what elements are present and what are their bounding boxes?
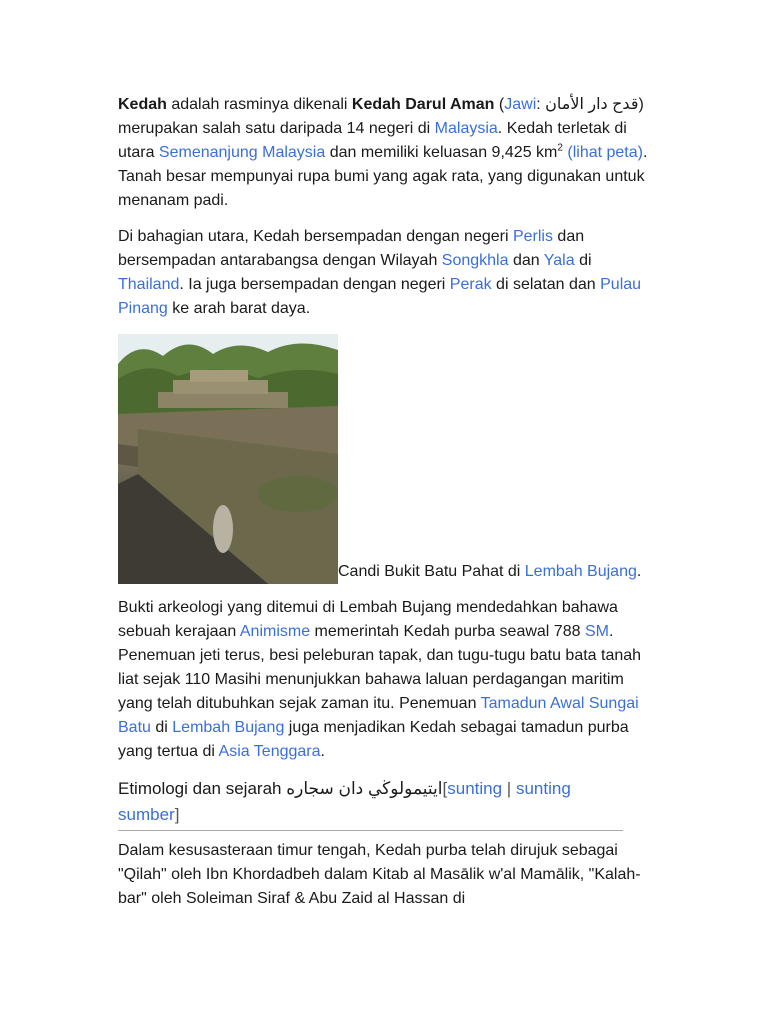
archaeology-paragraph	[118, 596, 648, 764]
article-body	[118, 93, 648, 911]
text: adalah rasminya dikenali	[166, 96, 352, 113]
text: di	[574, 252, 592, 269]
text: di selatan dan	[491, 276, 601, 293]
malaysia-link[interactable]: Malaysia	[434, 120, 498, 137]
intro-paragraph	[118, 93, 648, 213]
candi-bukit-batu-pahat-photo[interactable]	[118, 334, 338, 584]
text: . Ia juga bersempadan dengan negeri	[179, 276, 450, 293]
text: Candi Bukit Batu Pahat di	[338, 563, 525, 580]
edit-source-link[interactable]: sunting sumber	[118, 779, 571, 824]
text: . Tanah besar mempunyai rupa bumi yang agak rata, yang digunakan untuk menanam padi.	[118, 144, 648, 209]
jawi-text: قدح دار الأمان	[545, 96, 639, 113]
kedah-darul-aman-bold: Kedah Darul Aman	[351, 96, 495, 113]
perak-link[interactable]: Perak	[449, 276, 492, 293]
semenanjung-malaysia-link[interactable]: Semenanjung Malaysia	[158, 144, 326, 161]
tamadun-awal-sungai-batu-link[interactable]: Tamadun Awal Sungai Batu	[118, 695, 639, 736]
text: ke arah barat daya.	[167, 300, 311, 317]
kedah-bold: Kedah	[118, 96, 167, 113]
perlis-link[interactable]: Perlis	[512, 228, 553, 245]
edit-link[interactable]: sunting	[447, 779, 503, 798]
section-heading	[118, 776, 623, 831]
lembah-bujang-caption-link[interactable]: Lembah Bujang	[524, 563, 637, 580]
text: dan	[508, 252, 544, 269]
figure-caption	[338, 560, 641, 584]
heading-title: Etimologi dan sejarah	[118, 779, 287, 798]
caption-period: .	[636, 563, 642, 580]
text: (	[494, 96, 505, 113]
thailand-link[interactable]: Thailand	[118, 276, 180, 293]
songkhla-link[interactable]: Songkhla	[441, 252, 509, 269]
asia-tenggara-link[interactable]: Asia Tenggara	[218, 743, 321, 760]
lembah-bujang-link[interactable]: Lembah Bujang	[172, 719, 285, 736]
pulau-pinang-link[interactable]: Pulau Pinang	[118, 276, 642, 317]
text: juga menjadikan Kedah sebagai tamadun purba yang tertua di	[118, 719, 629, 760]
text: ) merupakan salah satu daripada 14 negeri di	[118, 96, 644, 137]
jawi-link[interactable]: Jawi	[504, 96, 537, 113]
sm-link[interactable]: SM	[584, 623, 609, 640]
lihat-peta-link[interactable]: (lihat peta)	[567, 144, 643, 161]
text: memerintah Kedah purba seawal 788	[310, 623, 585, 640]
text: dan memiliki keluasan 9,425 km	[325, 144, 558, 161]
superscript: 2	[557, 142, 563, 154]
border-paragraph	[118, 225, 648, 321]
yala-link[interactable]: Yala	[543, 252, 575, 269]
animisme-link[interactable]: Animisme	[239, 623, 311, 640]
temple-ruins-illustration	[118, 334, 338, 584]
text: Di bahagian utara, Kedah bersempadan dengan negeri	[118, 228, 513, 245]
text: dan bersempadan antarabangsa dengan Wilayah	[118, 228, 585, 269]
bracket-open: [	[442, 779, 448, 798]
figure	[118, 334, 648, 584]
text: .	[320, 743, 325, 760]
text: . Kedah terletak di utara	[118, 120, 627, 161]
separator: |	[502, 779, 516, 798]
text: . Penemuan jeti terus, besi peleburan tapak, dan tugu-tugu batu bata tanah liat sejak 110 Masihi menunjukkan bahawa laluan perdagangan maritim yang telah ditubuhkan sejak zaman itu. Penemuan	[118, 623, 642, 712]
text: Bukti arkeologi yang ditemui di Lembah Bujang mendedahkan bahawa sebuah kerajaan	[118, 599, 618, 640]
etymology-paragraph: Dalam kesusasteraan timur tengah, Kedah purba telah dirujuk sebagai "Qilah" oleh Ibn Khordadbeh dalam Kitab al Masālik w'al Mamālik, "Kalah-bar" oleh Soleiman Siraf & Abu Zaid al Hassan di	[118, 842, 641, 907]
heading-jawi-title: ايتيمولوڬي دان سجاره	[286, 779, 443, 798]
bracket-close: ]	[174, 805, 180, 824]
text: di	[150, 719, 173, 736]
text: :	[536, 96, 546, 113]
